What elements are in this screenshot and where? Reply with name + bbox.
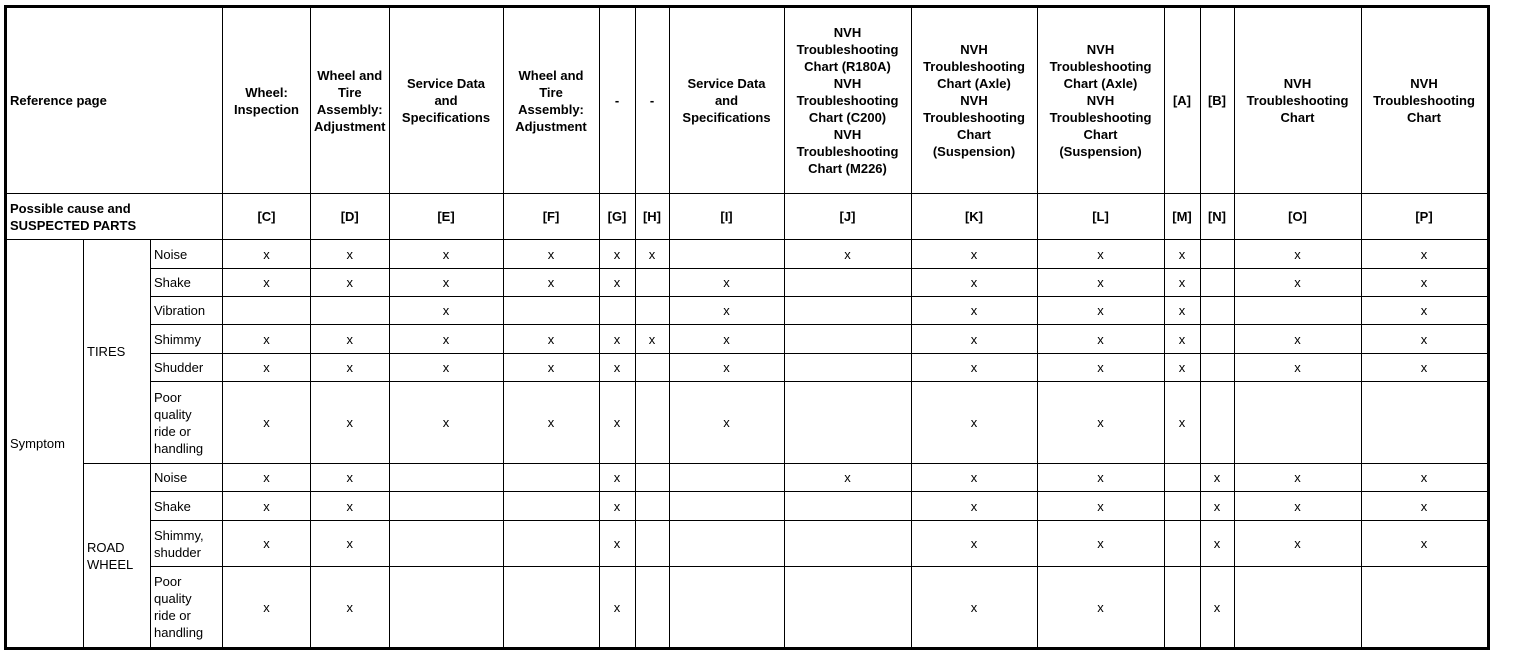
- symptom-name: Shake: [151, 269, 223, 297]
- mark-cell: x: [1037, 269, 1164, 297]
- symptom-name: Shudder: [151, 354, 223, 382]
- mark-cell: x: [1037, 567, 1164, 649]
- suspected-part-code: [K]: [911, 194, 1037, 240]
- mark-cell: [389, 464, 503, 492]
- mark-cell: x: [311, 269, 390, 297]
- mark-cell: [1200, 297, 1234, 325]
- suspected-part-code: [F]: [503, 194, 599, 240]
- suspected-part-code: [O]: [1234, 194, 1361, 240]
- mark-cell: x: [1234, 325, 1361, 354]
- mark-cell: x: [311, 382, 390, 464]
- mark-cell: x: [223, 325, 311, 354]
- mark-cell: [1234, 567, 1361, 649]
- mark-cell: [784, 297, 911, 325]
- mark-cell: x: [1037, 240, 1164, 269]
- mark-cell: x: [911, 269, 1037, 297]
- mark-cell: x: [911, 354, 1037, 382]
- reference-page-row: [6, 7, 1489, 194]
- mark-cell: x: [1361, 464, 1488, 492]
- table-row: [6, 240, 1489, 269]
- mark-cell: x: [311, 492, 390, 521]
- mark-cell: x: [911, 325, 1037, 354]
- mark-cell: [1361, 382, 1488, 464]
- mark-cell: [635, 567, 669, 649]
- mark-cell: x: [1037, 464, 1164, 492]
- suspected-part-code: [J]: [784, 194, 911, 240]
- suspected-part-code: [G]: [599, 194, 635, 240]
- mark-cell: x: [1234, 354, 1361, 382]
- mark-cell: [635, 269, 669, 297]
- mark-cell: x: [1234, 269, 1361, 297]
- mark-cell: [784, 325, 911, 354]
- suspected-part-code: [C]: [223, 194, 311, 240]
- mark-cell: [503, 492, 599, 521]
- suspected-part-code: [H]: [635, 194, 669, 240]
- mark-cell: x: [1361, 269, 1488, 297]
- symptom-name: Shimmy: [151, 325, 223, 354]
- mark-cell: x: [389, 325, 503, 354]
- mark-cell: [635, 354, 669, 382]
- suspected-part-code: [P]: [1361, 194, 1488, 240]
- possible-cause-label: Possible cause and SUSPECTED PARTS: [6, 194, 223, 240]
- mark-cell: [669, 240, 784, 269]
- mark-cell: [1164, 464, 1200, 492]
- mark-cell: x: [784, 240, 911, 269]
- symptom-name: Poor quality ride or handling: [151, 382, 223, 464]
- mark-cell: x: [1234, 492, 1361, 521]
- mark-cell: x: [1037, 325, 1164, 354]
- mark-cell: x: [223, 354, 311, 382]
- mark-cell: [669, 567, 784, 649]
- mark-cell: x: [1164, 297, 1200, 325]
- mark-cell: x: [599, 269, 635, 297]
- mark-cell: x: [389, 297, 503, 325]
- mark-cell: x: [669, 382, 784, 464]
- mark-cell: x: [635, 325, 669, 354]
- mark-cell: x: [911, 240, 1037, 269]
- reference-page-label: Reference page: [6, 7, 223, 194]
- mark-cell: x: [1234, 464, 1361, 492]
- mark-cell: x: [503, 325, 599, 354]
- symptom-label: Symptom: [6, 240, 84, 649]
- mark-cell: [1200, 269, 1234, 297]
- mark-cell: x: [1361, 492, 1488, 521]
- mark-cell: x: [503, 240, 599, 269]
- mark-cell: x: [1361, 354, 1488, 382]
- reference-page-cell: NVH Troubleshooting Chart (R180A) NVH Troubleshooting Chart (C200) NVH Troubleshooting Chart (M226): [784, 7, 911, 194]
- mark-cell: x: [911, 464, 1037, 492]
- mark-cell: x: [503, 269, 599, 297]
- mark-cell: x: [911, 567, 1037, 649]
- suspected-part-code: [M]: [1164, 194, 1200, 240]
- symptom-name: Shake: [151, 492, 223, 521]
- mark-cell: x: [311, 464, 390, 492]
- suspected-part-code: [E]: [389, 194, 503, 240]
- mark-cell: [635, 492, 669, 521]
- mark-cell: x: [599, 240, 635, 269]
- suspected-part-code: [I]: [669, 194, 784, 240]
- mark-cell: x: [635, 240, 669, 269]
- mark-cell: x: [1200, 492, 1234, 521]
- suspected-part-code: [L]: [1037, 194, 1164, 240]
- mark-cell: [223, 297, 311, 325]
- mark-cell: [599, 297, 635, 325]
- mark-cell: x: [599, 492, 635, 521]
- mark-cell: x: [1200, 567, 1234, 649]
- mark-cell: x: [503, 354, 599, 382]
- mark-cell: [389, 492, 503, 521]
- mark-cell: [669, 521, 784, 567]
- mark-cell: x: [223, 567, 311, 649]
- reference-page-cell: Service Data and Specifications: [669, 7, 784, 194]
- possible-cause-row: [6, 194, 1489, 240]
- mark-cell: [311, 297, 390, 325]
- mark-cell: x: [1164, 354, 1200, 382]
- mark-cell: x: [669, 354, 784, 382]
- mark-cell: x: [599, 567, 635, 649]
- mark-cell: x: [311, 521, 390, 567]
- mark-cell: x: [669, 325, 784, 354]
- mark-cell: x: [599, 464, 635, 492]
- mark-cell: x: [599, 354, 635, 382]
- mark-cell: [1361, 567, 1488, 649]
- mark-cell: x: [503, 382, 599, 464]
- mark-cell: x: [911, 382, 1037, 464]
- mark-cell: x: [784, 464, 911, 492]
- mark-cell: x: [389, 382, 503, 464]
- table-row: [6, 297, 1489, 325]
- mark-cell: x: [389, 269, 503, 297]
- mark-cell: x: [1037, 297, 1164, 325]
- mark-cell: x: [1164, 269, 1200, 297]
- mark-cell: x: [911, 492, 1037, 521]
- mark-cell: x: [223, 492, 311, 521]
- reference-page-cell: [B]: [1200, 7, 1234, 194]
- reference-page-cell: NVH Troubleshooting Chart: [1234, 7, 1361, 194]
- mark-cell: x: [1361, 521, 1488, 567]
- mark-cell: [635, 382, 669, 464]
- mark-cell: [1234, 297, 1361, 325]
- mark-cell: [784, 269, 911, 297]
- table-row: [6, 325, 1489, 354]
- mark-cell: [503, 521, 599, 567]
- mark-cell: [1164, 521, 1200, 567]
- reference-page-cell: NVH Troubleshooting Chart (Axle) NVH Troubleshooting Chart (Suspension): [1037, 7, 1164, 194]
- mark-cell: x: [223, 240, 311, 269]
- mark-cell: x: [389, 354, 503, 382]
- mark-cell: x: [311, 240, 390, 269]
- mark-cell: x: [1200, 464, 1234, 492]
- mark-cell: x: [1164, 382, 1200, 464]
- reference-page-cell: Wheel and Tire Assembly: Adjustment: [311, 7, 390, 194]
- mark-cell: x: [223, 269, 311, 297]
- mark-cell: x: [1164, 240, 1200, 269]
- mark-cell: x: [1361, 297, 1488, 325]
- mark-cell: [669, 492, 784, 521]
- table-row: [6, 382, 1489, 464]
- mark-cell: [784, 354, 911, 382]
- mark-cell: x: [1234, 521, 1361, 567]
- table-row: [6, 567, 1489, 649]
- reference-page-cell: NVH Troubleshooting Chart (Axle) NVH Troubleshooting Chart (Suspension): [911, 7, 1037, 194]
- table-row: [6, 464, 1489, 492]
- table-row: [6, 521, 1489, 567]
- mark-cell: [1164, 492, 1200, 521]
- mark-cell: [784, 492, 911, 521]
- mark-cell: [1200, 325, 1234, 354]
- suspected-part-code: [D]: [311, 194, 390, 240]
- mark-cell: [784, 567, 911, 649]
- symptom-name: Noise: [151, 240, 223, 269]
- reference-page-cell: [A]: [1164, 7, 1200, 194]
- symptom-name: Poor quality ride or handling: [151, 567, 223, 649]
- table-row: [6, 269, 1489, 297]
- mark-cell: x: [1164, 325, 1200, 354]
- mark-cell: x: [1037, 521, 1164, 567]
- mark-cell: x: [1200, 521, 1234, 567]
- mark-cell: x: [599, 382, 635, 464]
- mark-cell: [503, 297, 599, 325]
- reference-page-cell: -: [635, 7, 669, 194]
- mark-cell: [784, 521, 911, 567]
- mark-cell: x: [669, 297, 784, 325]
- symptom-name: Vibration: [151, 297, 223, 325]
- mark-cell: x: [223, 382, 311, 464]
- mark-cell: [1200, 382, 1234, 464]
- mark-cell: x: [911, 521, 1037, 567]
- symptom-name: Noise: [151, 464, 223, 492]
- mark-cell: x: [311, 325, 390, 354]
- mark-cell: x: [1361, 240, 1488, 269]
- mark-cell: [389, 567, 503, 649]
- mark-cell: x: [669, 269, 784, 297]
- reference-page-cell: Wheel: Inspection: [223, 7, 311, 194]
- mark-cell: [1200, 240, 1234, 269]
- mark-cell: x: [1361, 325, 1488, 354]
- mark-cell: [1200, 354, 1234, 382]
- mark-cell: [635, 464, 669, 492]
- mark-cell: x: [599, 325, 635, 354]
- reference-page-cell: Wheel and Tire Assembly: Adjustment: [503, 7, 599, 194]
- mark-cell: x: [1234, 240, 1361, 269]
- suspected-part-code: [N]: [1200, 194, 1234, 240]
- mark-cell: x: [223, 521, 311, 567]
- mark-cell: [635, 521, 669, 567]
- mark-cell: [784, 382, 911, 464]
- reference-page-cell: Service Data and Specifications: [389, 7, 503, 194]
- reference-page-cell: NVH Troubleshooting Chart: [1361, 7, 1488, 194]
- mark-cell: x: [911, 297, 1037, 325]
- mark-cell: [503, 567, 599, 649]
- mark-cell: [503, 464, 599, 492]
- mark-cell: [635, 297, 669, 325]
- mark-cell: x: [389, 240, 503, 269]
- mark-cell: [1234, 382, 1361, 464]
- mark-cell: [669, 464, 784, 492]
- mark-cell: x: [311, 567, 390, 649]
- mark-cell: [389, 521, 503, 567]
- reference-page-cell: -: [599, 7, 635, 194]
- table-row: [6, 492, 1489, 521]
- mark-cell: x: [599, 521, 635, 567]
- symptom-name: Shimmy, shudder: [151, 521, 223, 567]
- mark-cell: x: [1037, 492, 1164, 521]
- mark-cell: x: [1037, 382, 1164, 464]
- mark-cell: x: [1037, 354, 1164, 382]
- nvh-troubleshooting-table: [4, 5, 1490, 650]
- part-group-label: ROAD WHEEL: [84, 464, 151, 649]
- mark-cell: x: [311, 354, 390, 382]
- part-group-label: TIRES: [84, 240, 151, 464]
- mark-cell: [1164, 567, 1200, 649]
- mark-cell: x: [223, 464, 311, 492]
- table-row: [6, 354, 1489, 382]
